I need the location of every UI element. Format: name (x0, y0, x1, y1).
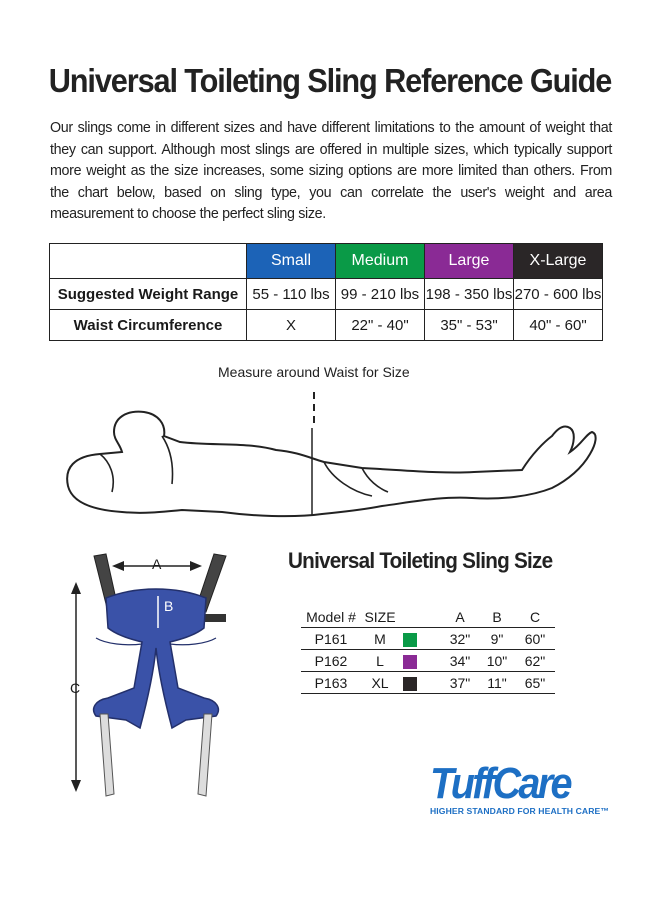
header-blank-cell (50, 244, 247, 279)
col-size: SIZE (364, 608, 396, 625)
header-medium: Medium (336, 244, 425, 279)
tuffcare-logo (430, 760, 620, 816)
measure-label: Measure around Waist for Size (218, 364, 410, 380)
header-large: Large (425, 244, 514, 279)
sling-size-header-row (301, 606, 555, 628)
header-xlarge: X-Large (514, 244, 603, 279)
table-cell: 22" - 40" (336, 310, 425, 341)
col-b: B (492, 608, 502, 625)
size-color-swatch (403, 633, 417, 647)
logo-wordmark: TuffCare (430, 759, 570, 808)
size-cell: M (374, 630, 386, 647)
b-cell: 10" (486, 652, 508, 669)
c-cell: 65" (524, 674, 546, 691)
c-cell: 62" (524, 652, 546, 669)
waist-circumference-row (50, 310, 603, 341)
size-cell: L (376, 652, 384, 669)
table-row (301, 628, 555, 650)
table-cell: 55 - 110 lbs (247, 279, 336, 310)
header-small: Small (247, 244, 336, 279)
reclining-body-illustration (62, 388, 602, 528)
sling-size-title: Universal Toileting Sling Size (288, 548, 553, 573)
table-cell: 99 - 210 lbs (336, 279, 425, 310)
sling-diagram (66, 548, 256, 798)
col-swatch (399, 606, 421, 628)
col-model: Model # (306, 608, 356, 625)
row-label: Waist Circumference (50, 310, 247, 341)
table-row (301, 650, 555, 672)
table-row (301, 672, 555, 694)
page-title: Universal Toileting Sling Reference Guide (48, 62, 612, 99)
model-cell: P163 (314, 674, 348, 691)
table-cell: 40" - 60" (514, 310, 603, 341)
weight-range-row (50, 279, 603, 310)
table-cell: 270 - 600 lbs (514, 279, 603, 310)
b-cell: 11" (487, 674, 507, 691)
size-cell: XL (371, 674, 389, 691)
body-outline-path (67, 412, 595, 516)
sling-size-table (301, 606, 555, 694)
dimension-label-b: B (164, 598, 174, 614)
c-cell: 60" (524, 630, 546, 647)
a-cell: 34" (449, 652, 471, 669)
intro-paragraph: Our slings come in different sizes and have different limitations to the amount of weight that they can support. Although most slings are offered in multiple sizes, which typically support more weight as the size increases, some sizing options are more limited than others. From the chart below, based on sling type, you can correlate the user's weight and area measurement to choose the perfect sling size. (50, 120, 612, 222)
a-cell: 37" (449, 674, 471, 691)
size-color-swatch (403, 677, 417, 691)
col-a: A (455, 608, 465, 625)
col-gap (421, 606, 441, 628)
model-cell: P161 (314, 630, 348, 647)
size-header-row (50, 244, 603, 279)
b-cell: 9" (490, 630, 504, 647)
logo-tagline: HIGHER STANDARD FOR HEALTH CARE™ (430, 806, 610, 816)
table-cell: 198 - 350 lbs (425, 279, 514, 310)
table-cell: 35" - 53" (425, 310, 514, 341)
col-c: C (529, 608, 541, 625)
dimension-label-a: A (152, 556, 162, 572)
size-color-swatch (403, 655, 417, 669)
row-label: Suggested Weight Range (50, 279, 247, 310)
a-cell: 32" (449, 630, 471, 647)
size-reference-table (49, 243, 603, 341)
model-cell: P162 (314, 652, 348, 669)
table-cell: X (247, 310, 336, 341)
dimension-label-c: C (70, 680, 81, 696)
